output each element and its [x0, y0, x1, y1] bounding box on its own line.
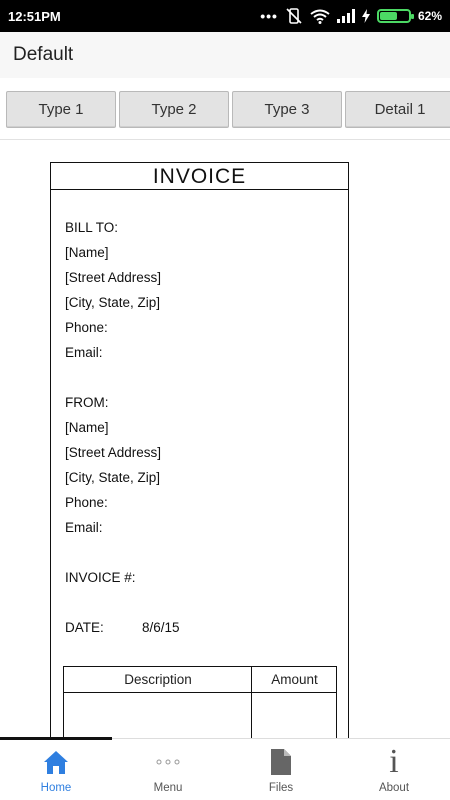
app-title: Default	[13, 44, 74, 65]
home-icon	[43, 739, 69, 779]
tab-detail-1[interactable]: Detail 1	[345, 91, 450, 128]
nav-about-label: About	[378, 782, 410, 794]
date-value: 8/6/15	[142, 620, 180, 635]
more-dots-icon	[155, 739, 181, 779]
bill-to-name: [Name]	[65, 245, 109, 260]
bill-to-heading: BILL TO:	[65, 220, 119, 235]
table-header	[64, 667, 336, 693]
from-name: [Name]	[65, 420, 109, 435]
tab-bar	[0, 78, 450, 140]
file-icon	[270, 739, 292, 779]
from-city: [City, State, Zip]	[65, 470, 161, 485]
battery-percent: 62%	[417, 9, 442, 23]
nav-home[interactable]	[0, 739, 112, 800]
status-icons	[260, 8, 442, 24]
bill-to-phone: Phone:	[65, 320, 108, 335]
from-heading: FROM:	[65, 395, 109, 410]
amount-header: Amount	[271, 672, 318, 687]
from-street: [Street Address]	[65, 445, 162, 460]
bill-to-email: Email:	[65, 345, 103, 360]
signal-icon	[337, 9, 355, 23]
overflow-dots-icon: •••	[260, 8, 278, 24]
invoice-document	[50, 162, 349, 762]
vibrate-off-icon	[285, 8, 303, 24]
info-icon: i	[389, 743, 399, 780]
nav-menu-label: Menu	[153, 782, 183, 794]
tab-type-2[interactable]: Type 2	[119, 91, 229, 128]
invoice-title: INVOICE	[51, 163, 348, 190]
app-bar	[0, 32, 450, 78]
date-label: DATE:	[65, 620, 104, 635]
from-email: Email:	[65, 520, 103, 535]
nav-home-label: Home	[40, 782, 72, 794]
nav-files-label: Files	[268, 782, 294, 794]
description-header: Description	[124, 672, 192, 687]
nav-menu[interactable]	[112, 739, 224, 800]
tab-type-1[interactable]: Type 1	[6, 91, 116, 128]
wifi-icon	[310, 9, 330, 24]
nav-files[interactable]	[225, 739, 337, 800]
from-phone: Phone:	[65, 495, 108, 510]
charging-icon	[362, 9, 370, 23]
bottom-nav	[0, 738, 450, 800]
status-time: 12:51PM	[8, 8, 61, 24]
battery-icon	[377, 9, 411, 23]
nav-about[interactable]	[338, 739, 450, 800]
bill-to-street: [Street Address]	[65, 270, 162, 285]
invoice-number-label: INVOICE #:	[65, 570, 136, 585]
bill-to-city: [City, State, Zip]	[65, 295, 161, 310]
status-bar	[0, 0, 450, 32]
tab-type-3[interactable]: Type 3	[232, 91, 342, 128]
